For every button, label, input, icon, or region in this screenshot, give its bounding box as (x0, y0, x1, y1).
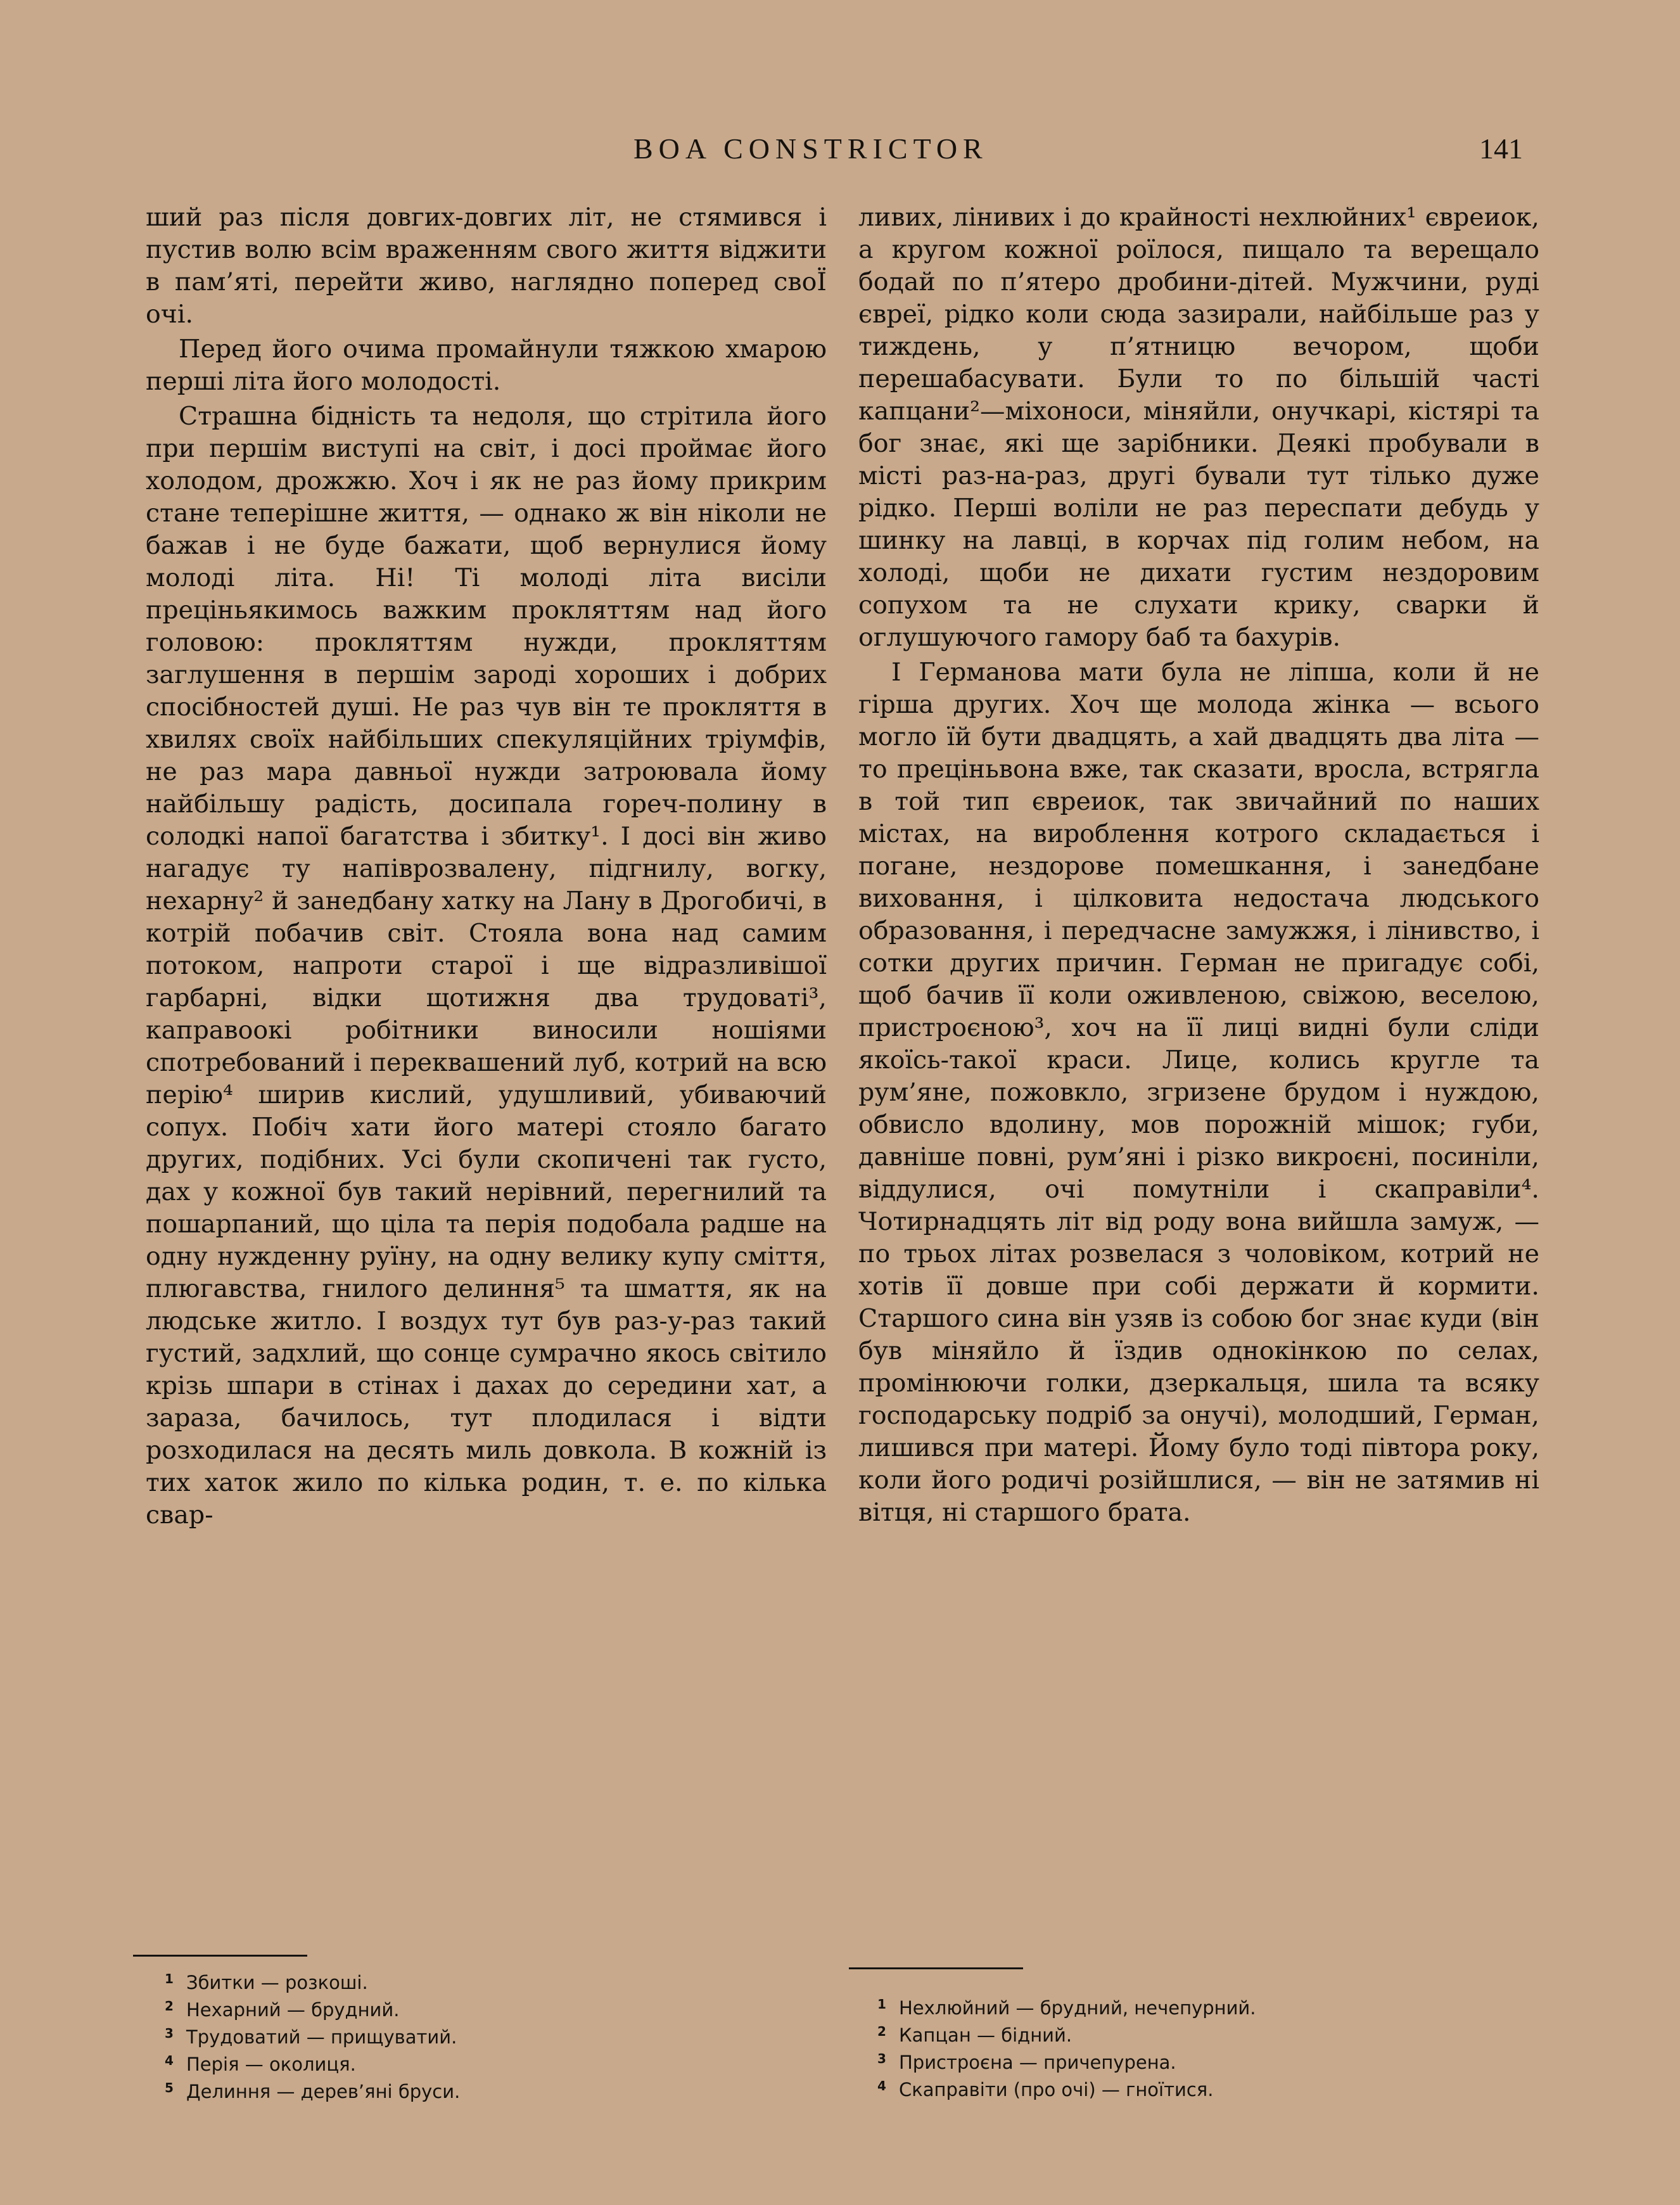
paragraph: Страшна бідність та недоля, що стрітила його при першім виступі на світ, і досі проймає його холодом, дрожжю. Хоч і як не раз йому прикрим стане теперішне життя, — однако ж він ніколи не бажав і не буде бажати, щоб вернулися йому молоді літа. Ні! Ті молоді літа висіли преціньякимось важким прокляттям над його головою: прокляттям нужди, прокляттям заглушення в першім зароді хороших і добрих спосібностей душі. Не раз чув він те прокляття в хвилях своїх найбільших спекуляційних тріумфів, не раз мара давньої нужди затроювала йому найбільшу радість, доcипала гореч-полину в солодкі напої багатства і збитку¹. І досі він живо нагадує ту напіврозвалену, підгнилу, вогку, нехарну² й занедбану хатку на Лану в Дрогобичі, в котрій побачив світ. Стояла вона над самим потоком, напроти старої і ще відразливішої гарбарні, відки щотижня два трудоваті³, каправоокі робітники виносили ношіями спотребований і переквашений луб, котрий на всю перію⁴ ширив кислий, удушливий, убиваючий сопух. Побіч хати його матері стояло багато других, подібних. Усі були скопичені так густо, дах у кожної був такий нерівний, перегнилий та пошарпаний, що ціла та перія подобала радше на одну нужденну руїну, на одну велику купу сміття, плюгавства, гнилого делиння⁵ та шмаття, як на людське житло. І воздух тут був раз-у-раз такий густий, задхлий, що сонце сумрачно якось світило крізь шпари в стінах і дахах до середини хат, а зараза, бачилось, тут плодилася і відти розходилася на десять миль довкола. В кожній із тих хаток жило по кілька родин, т. е. по кілька свар- (146, 402, 827, 1530)
footnote-rule-left (133, 1955, 307, 1957)
left-column (146, 201, 827, 1531)
footnotes-left (165, 1967, 460, 2104)
paragraph: Перед його очима промайнули тяжкою хмарою перші літа його молодості. (146, 335, 827, 396)
footnote: 4 Скаправіти (про очі) — гноїтися. (877, 2078, 1214, 2100)
right-column (858, 201, 1539, 1529)
footnote: 1 Нехлюйний — брудний, нечепурний. (877, 1997, 1256, 2019)
running-head (0, 130, 1680, 168)
footnotes-right (877, 1993, 1256, 2102)
footnote: 3 Трудоватий — прищуватий. (165, 2026, 457, 2048)
paragraph: ший раз після довгих-довгих літ, не стямився і пустив волю всім враженням свого життя віджити в пам’яті, перейти живо, наглядно поперед своЇ очі. (146, 203, 827, 329)
footnote: 2 Нехарний — брудний. (165, 1998, 400, 2021)
footnote: 4 Перія — околиця. (165, 2053, 356, 2075)
footnote: 2 Капцан — бідний. (877, 2024, 1072, 2046)
paragraph: ливих, лінивих і до крайності нехлюйних¹ євреиок, а кругом кожної роїлося, пищало та верещало бодай по п’ятеро дробини-дітей. Мужчини, руді євреї, рідко коли сюда зазирали, найбільше раз у тиждень, у п’ятницю вечором, щоби перешабасувати. Були то по більшій часті капцани²—міхоноси, міняйли, онучкарі, кістярі та бог знає, які ще зарібники. Деякі пробували в місті раз-на-раз, другі бували тут тілько дуже рідко. Перші воліли не раз переспати дебудь у шинку на лавці, в корчах під голим небом, на холоді, щоби не дихати густим нездоровим сопухом та не слухати крику, сварки й оглушуючого гамору баб та бахурів. (858, 203, 1539, 652)
paragraph: І Германова мати була не ліпша, коли й не гірша других. Хоч ще молода жінка — всього могло їй бути двадцять, а хай двадцять два літа — то преціньвона вже, так сказати, вросла, встрягла в той тип євреиок, так звичайний по наших містах, на вироблення котрого складається і погане, нездорове помешкання, і занедбане виховання, і цілковита недостача людського образовання, і передчасне замужжя, і лінивство, і сотки других причин. Герман не пригадує собі, щоб бачив її коли оживленою, свіжою, веселою, пристроєною³, хоч на її лиці видні були сліди якоїсь-такої краси. Лице, колись кругле та рум’яне, пожовкло, згризене брудом і нуждою, обвисло вдолину, мов порожній мішок; губи, давніше повні, рум’яні і різко викроєні, посиніли, віддулися, очі помутніли і скаправіли⁴. Чотирнадцять літ від роду вона вийшла замуж, — по трьох літах розвелася з чоловіком, котрий не хотів її довше при собі держати й кормити. Старшого сина він узяв із собою бог знає куди (він був міняйло й їздив однокінкою по селах, промінюючи голки, дзеркальця, шила та всяку господарську подріб за онучі), молодший, Герман, лишився при матері. Йому було тоді півтора року, коли його родичі розійшлися, — він не затямив ні вітця, ні старшого брата. (858, 658, 1539, 1527)
footnote: 1 Збитки — розкоші. (165, 1971, 368, 1993)
footnote-rule-right (849, 1967, 1023, 1969)
footnote: 3 Пристроєна — причепурена. (877, 2051, 1176, 2073)
footnote: 5 Делиння — дерев’яні бруси. (165, 2080, 461, 2102)
page-number: 141 (1479, 132, 1523, 165)
running-title: BOA CONSTRICTOR (633, 132, 988, 165)
